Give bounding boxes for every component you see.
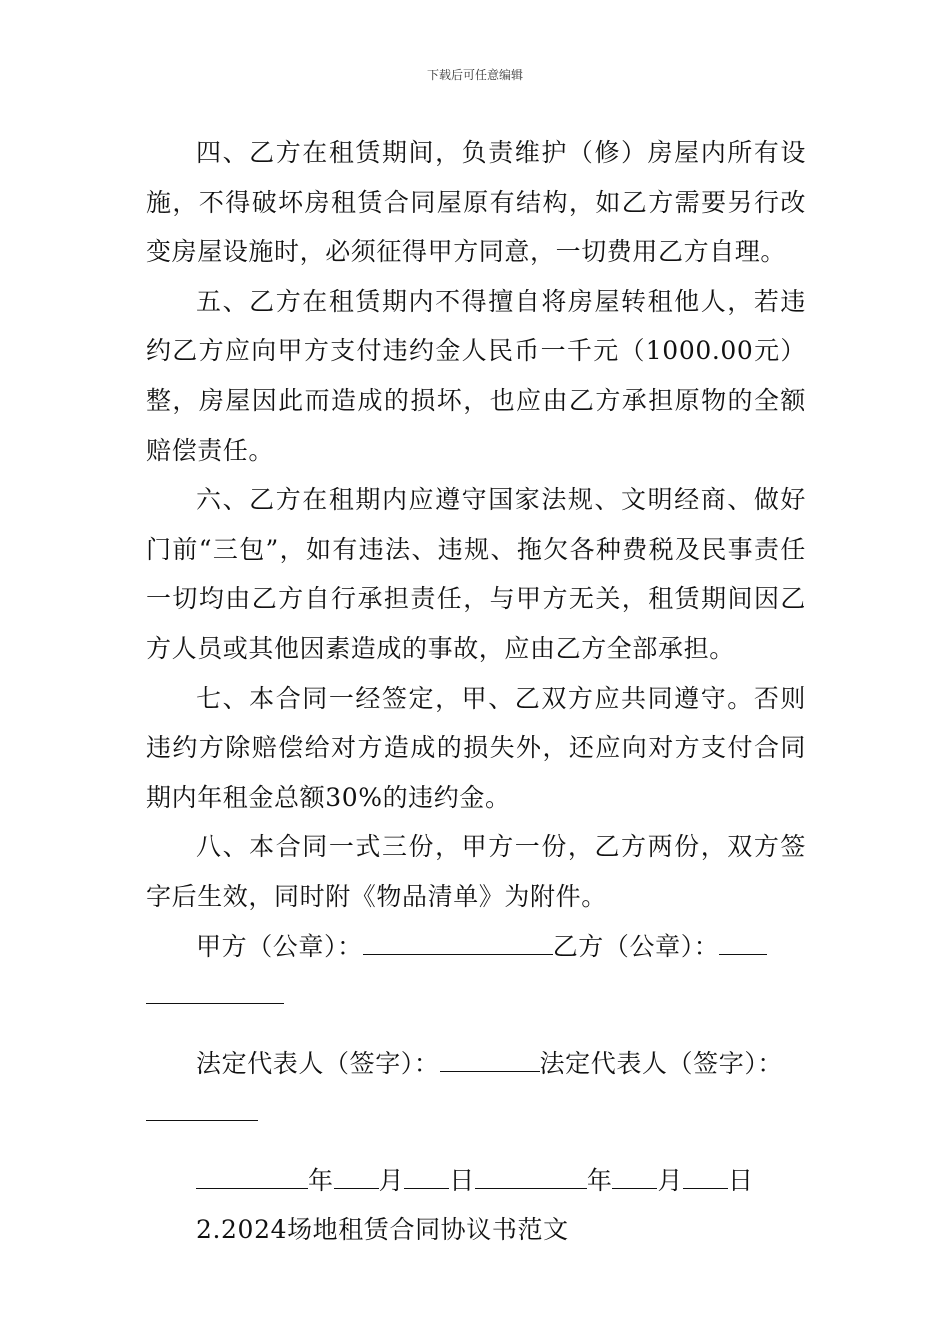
page-header-note: 下载后可任意编辑	[426, 68, 523, 82]
date-b-year: 年	[586, 1165, 613, 1195]
next-section-title: 2.2024场地租赁合同协议书范文	[196, 1215, 569, 1245]
rep-line-cont	[146, 1088, 806, 1138]
date-b-day: 日	[728, 1165, 754, 1195]
rep-b-blank	[146, 1098, 258, 1121]
party-b-seal-blank-cont	[146, 981, 284, 1004]
date-b-month-blank	[612, 1166, 657, 1189]
rep-line	[146, 1039, 806, 1089]
clause-6: 六、乙方在租期内应遵守国家法规、文明经商、做好门前“三包”，如有违法、违规、拖欠各种费税及民事责任一切均由乙方自行承担责任，与甲方无关，租赁期间因乙方人员或其他因素造成的事故，应由乙方全部承担。	[146, 485, 806, 663]
rep-b-label: 法定代表人（签字）：	[539, 1048, 784, 1078]
date-line	[146, 1156, 806, 1206]
clause-4: 四、乙方在租赁期间，负责维护（修）房屋内所有设施，不得破坏房租赁合同屋原有结构，如乙方需要另行改变房屋设施时，必须征得甲方同意，一切费用乙方自理。	[146, 138, 806, 267]
date-b-day-blank	[683, 1166, 728, 1189]
clause-7: 七、本合同一经签定，甲、乙双方应共同遵守。否则违约方除赔偿给对方造成的损失外，还应向对方支付合同期内年租金总额30%的违约金。	[146, 683, 806, 812]
contract-body	[146, 128, 806, 1255]
date-a-month-blank	[334, 1166, 379, 1189]
date-a-year-blank	[196, 1166, 308, 1189]
party-b-seal-label: 乙方（公章）：	[552, 931, 720, 961]
date-a-day: 日	[449, 1165, 475, 1195]
date-b-month: 月	[657, 1165, 684, 1195]
date-a-month: 月	[378, 1165, 405, 1195]
seal-line-cont	[146, 971, 806, 1021]
rep-a-blank	[440, 1049, 540, 1072]
date-b-year-blank	[475, 1166, 587, 1189]
party-a-seal-blank	[363, 932, 553, 955]
date-a-day-blank	[404, 1166, 449, 1189]
date-a-year: 年	[308, 1165, 334, 1195]
seal-line	[146, 922, 806, 972]
clause-8: 八、本合同一式三份，甲方一份，乙方两份，双方签字后生效，同时附《物品清单》为附件。	[146, 832, 806, 911]
rep-a-label: 法定代表人（签字）：	[196, 1048, 440, 1078]
clause-5: 五、乙方在租赁期内不得擅自将房屋转租他人，若违约乙方应向甲方支付违约金人民币一千元（1000.00元）整，房屋因此而造成的损坏，也应由乙方承担原物的全额赔偿责任。	[146, 286, 806, 465]
party-a-seal-label: 甲方（公章）：	[196, 931, 363, 961]
party-b-seal-blank	[719, 932, 767, 955]
